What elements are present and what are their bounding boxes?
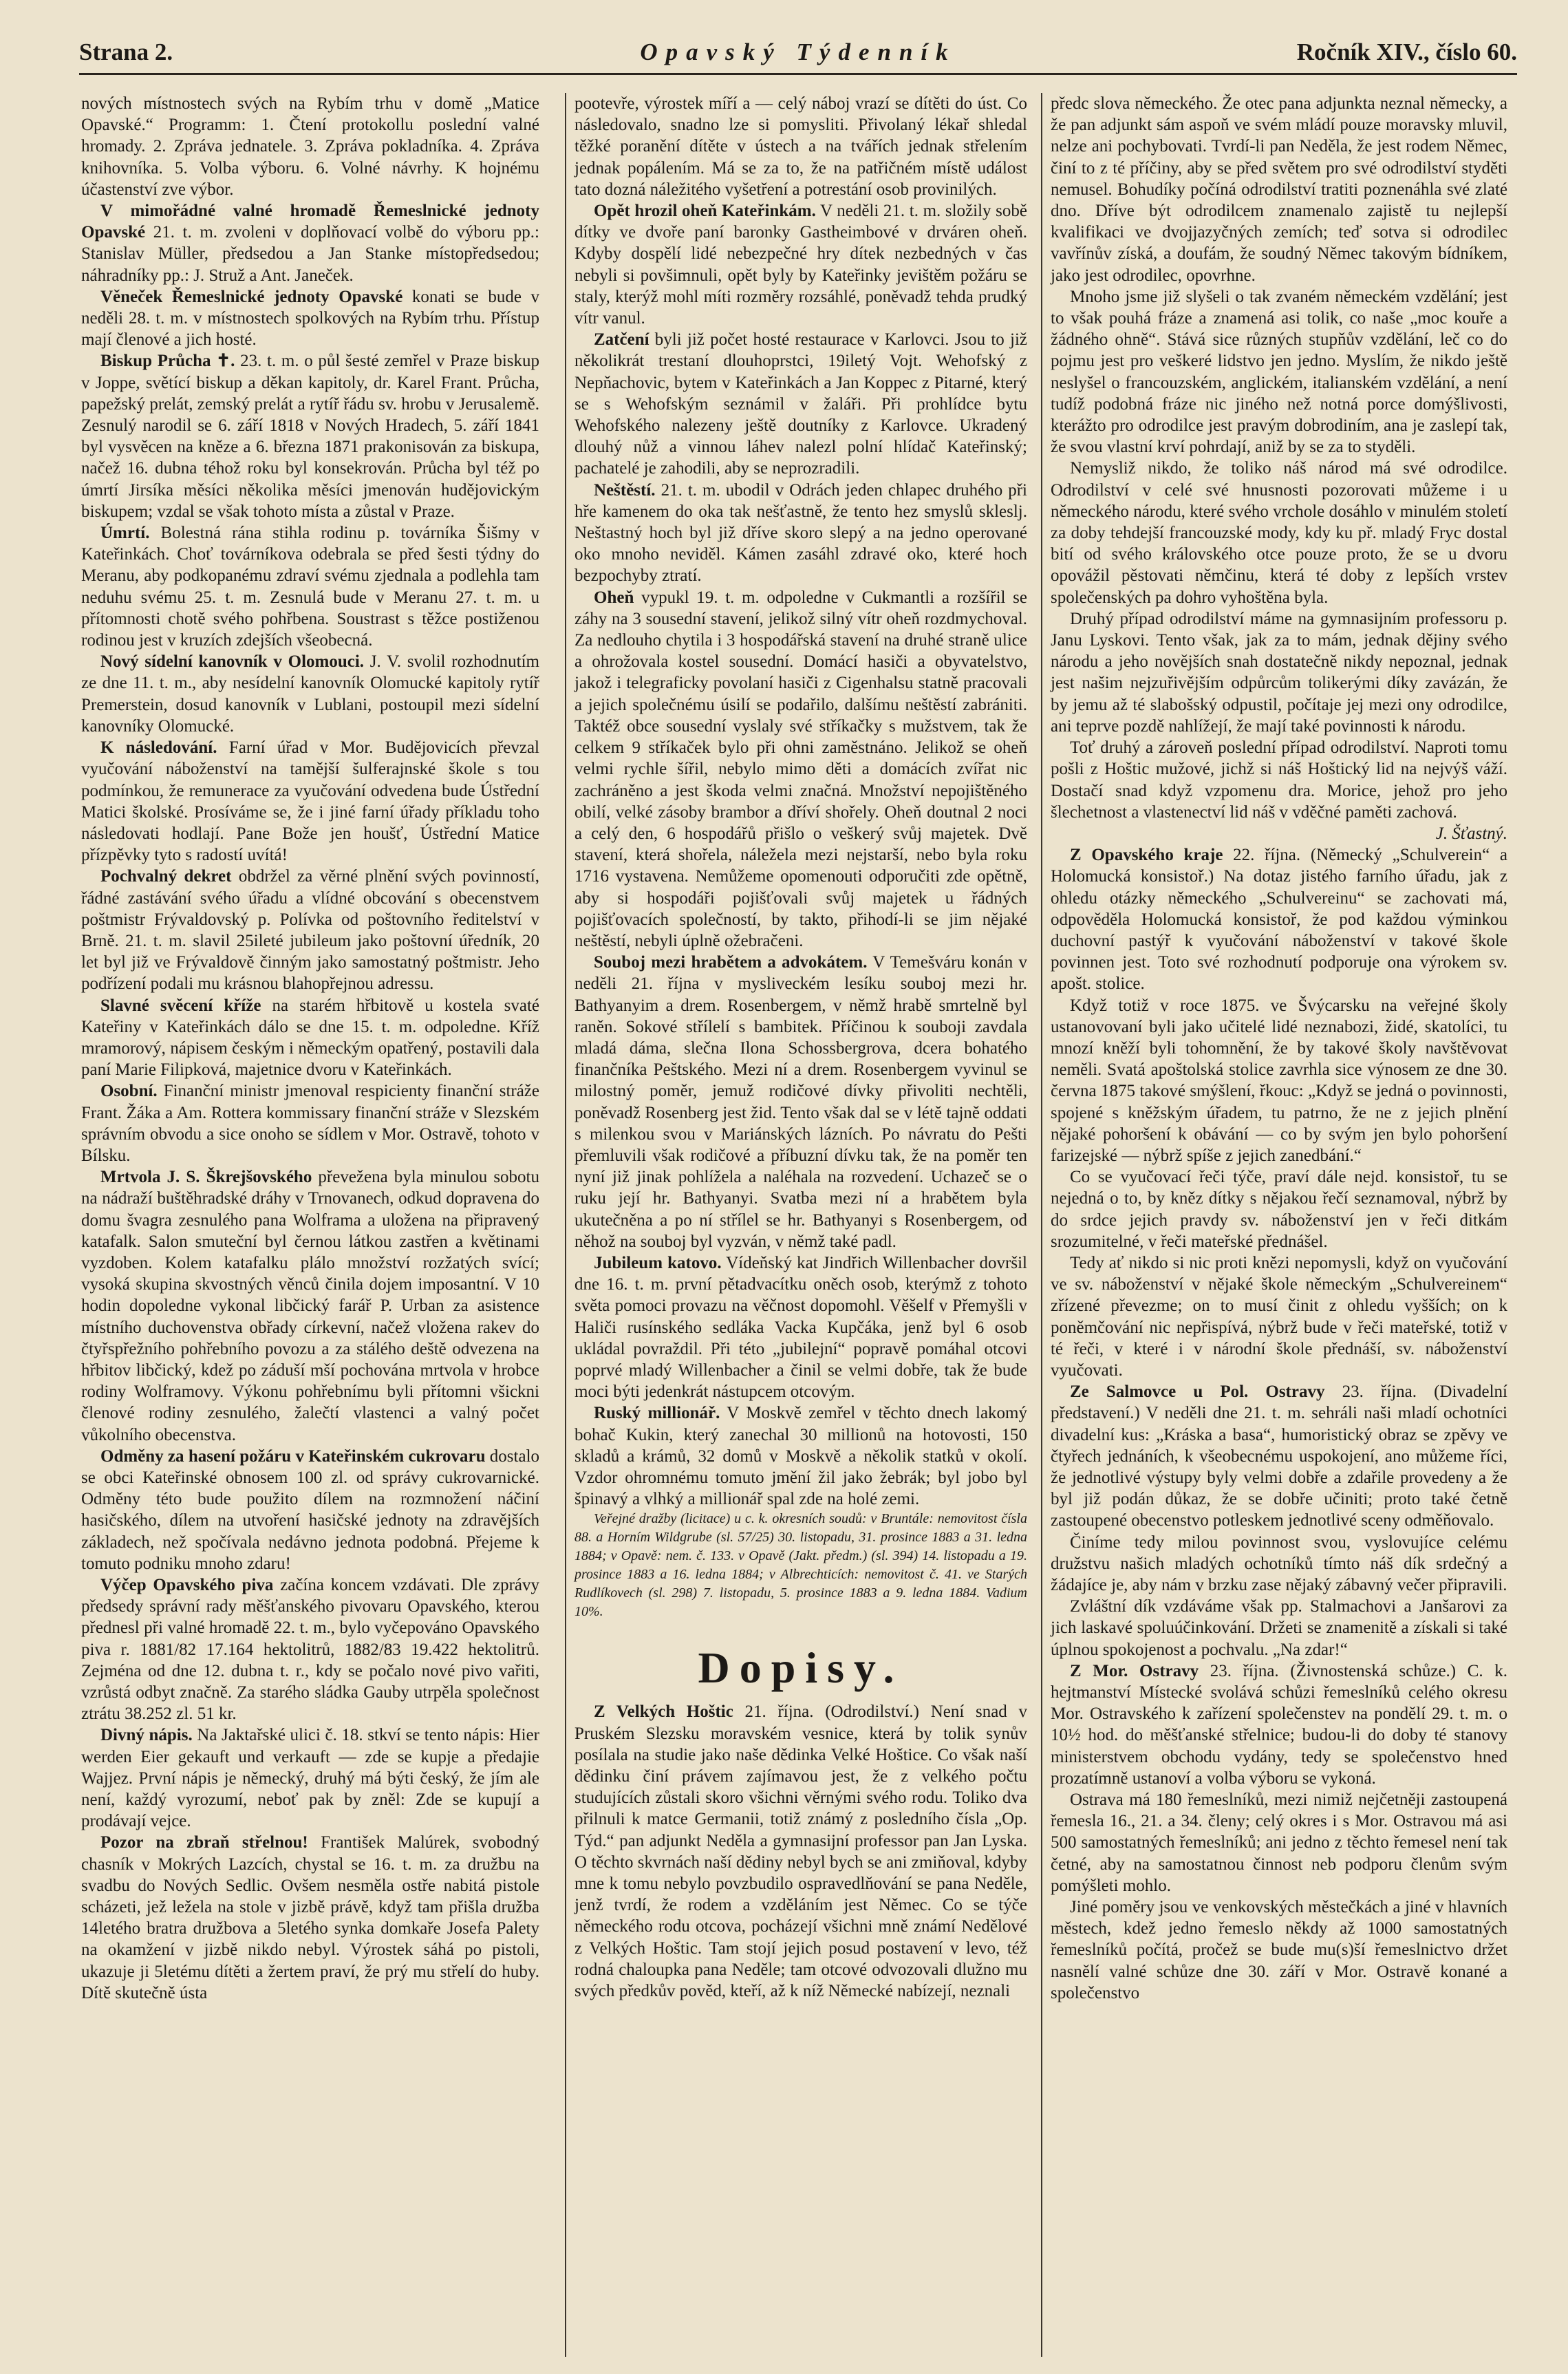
article-paragraph: Nemysliž nikdo, že toliko náš národ má své odrodilce. Odrodilství v celé své hnusnosti pozorovati můžeme i u německého národu, které svého vrchole dosáhlo v minulém století za doby tehdejší francouzské mody, kdy ku př. mladý Fryc dostal bití od svého královského otce pouze proto, že se u dvoru opovážil pěstovati němčinu, která té doby z lepších vrstev společenských pa dohro vyhoštěna byla. — [1051, 459, 1507, 607]
article-paragraph — [574, 587, 1027, 952]
article-paragraph — [81, 350, 539, 522]
article-headline: Neštěstí. — [594, 480, 656, 500]
article-paragraph: pootevře, výrostek míří a — celý náboj vrazí se dítěti do úst. Co následovalo, snadno lze si pomysliti. Přivolaný lékař shledal těžké poranění dítěte v ústech a na tvářích jednak střelením jednak popálením. Má se za to, že na patřičném místě událost tato dozná náležitého vyšetření a potrestání osob provinilých. — [574, 94, 1027, 199]
article-paragraph: Druhý případ odrodilství máme na gymnasijním professoru p. Janu Lyskovi. Tento však, jak za to mám, jednak dějiny svého národu a jeho novějších snah dostatečně nikdy nepoznal, jednak jest našim nejzuřivějším odpůrcům tolikerými díky zavázán, že by jemu až té slabošský odpustil, počítaje jej mezi ony odrodilce, ani teprve pozdě nahlížejí, že mají také povinnosti k národu. — [1051, 609, 1507, 736]
article-paragraph — [81, 1574, 539, 1724]
article-text: V Temešváru konán v neděli 21. října v mysliveckém lesíku souboj mezi hr. Bathyanyim a drem. Rosenbergem, v němž hrabě smrtelně byl raněn. Sokové střílelí s bambitek. Příčinou k souboji zavdala mladá dáma, slečna Ilona Schossbergrova, dcera bohatého finančníka Peštského. Mezi ní a drem. Rosenbergem vyvinul se milostný poměr, jemuž rodičové dívky přivoliti nechtěli, poněvadž Rosenberg jest žid. Tento však dal se v létě tajně oddati s milenkou svou v Mariánských lázních. Po návratu do Pešti přemluvili však rodičové a příbuzní dívku tak, že na poměr ten nyní již jinak pohlížela a naléhala na rozvedení. Uchazeč se o ruku její hr. Bathyanyi. Svatba mezi ní a hrabětem byla ukutečněna a po ní střílel se hr. Bathyanyi s Rosenbergem, od něhož na souboj byl vyzván, v němž také padl. — [574, 953, 1027, 1251]
article-paragraph: Tedy ať nikdo si nic proti knězi nepomysli, když on vyučování ve sv. náboženství v nějaké škole německým „Schulvereinem“ zřízené převezme; on to musí činit z ohledu vyšších; on k poněmčování nic nepřispívá, nýbrž bude v řeči mateřské, totiž v té řeči, v které i v národní škole přednáší, sv. náboženství vyučovati. — [1051, 1253, 1507, 1380]
article-headline: Z Mor. Ostravy — [1070, 1661, 1199, 1680]
article-paragraph: Co se vyučovací řeči týče, praví dále nejd. konsistoř, tu se nejedná o to, by kněz dítky s nějakou řečí seznamoval, nýbrž by do srdce jejich pravdy sv. náboženství jen v řeči ditkám srozumitelné, v řeči mateřské přednášel. — [1051, 1168, 1507, 1251]
article-text: na starém hřbitově u kostela svaté Kateřiny v Kateřinkách dálo se dne 15. t. m. odpoledne. Kříž mramorový, nápisem českým i německým opatřený, postavili dala paní Marie Filipková, majetnice dvoru v Kateřinkách. — [81, 996, 539, 1080]
article-headline: Souboj mezi hrabětem a advokátem. — [594, 953, 868, 972]
article-paragraph — [81, 1446, 539, 1574]
article-text: převežena byla minulou sobotu na nádraží buštěhradské dráhy v Trnovanech, odkud dopravena do domu švagra zesnulého pana Wolframa a uložena na připravený katafalk. Salon smuteční byl černou látkou zastřen a květinami vyzdoben. Kolem katafalku plálo množství rozžatých svící; vysoká skupina skvostných věnců činila dojem imposantní. V 10 hodin dopoledne vykonal libčický farář P. Urban za asistence místního duchovenstva obřady církevní, načež vložena rakev do čtyřspřežního pohřebního povozu a za stálého deště odvezena na hřbitov libčický, kdež po záduší mší pochována mrtvola v hrobce rodiny Wolframovy. Výkonu pohřebnímu byli přítomni všickni členové rodiny zesnulého, žalečtí vlastenci a valný počet vůkolního obecenstva. — [81, 1168, 539, 1444]
article-paragraph: Když totiž v roce 1875. ve Švýcarsku na veřejné školy ustanovovaní byli jako učitelé lidé neznabozi, židé, skatolíci, tu mnozí kněží byli tohomnění, že by takové školy navštěvovat neměli. Svatá apoštolská stolice zavrhla sice výnosem ze dne 30. června 1875 takové smýšlení, řkouc: „Když se jedná o povinnosti, spojené s kněžským úřadem, tu patrno, že ne z jejich plnění nějaké pohoršení k obávání — co by svým jen bylo pohoršení farizejské — nýbrž spíše z jejich zanedbání.“ — [1051, 996, 1507, 1165]
article-paragraph — [81, 1080, 539, 1166]
article-paragraph: Činíme tedy milou povinnost svou, vyslovujíce celému družstvu našich mladých ochotníků tímto náš dík srdečný a žádajíce je, aby nám v brzku zase nějaký zábavný večer připravili. — [1051, 1532, 1507, 1595]
article-headline: Nový sídelní kanovník v Olomouci. — [100, 652, 365, 672]
article-paragraph — [81, 1166, 539, 1446]
article-headline: Divný nápis. — [100, 1726, 193, 1745]
masthead — [79, 33, 1517, 75]
article-paragraph: Ostrava má 180 řemeslníků, mezi nimiž nejčetněji zastoupená řemesla 16., 21. a 34. členy; celý okres i s Mor. Ostravou má asi 500 samostatných řemeslníků; ani jedno z těchto řemesel není tak četné, aby na samostatnou činnost neb podporu členům svým pomýšleti mohlo. — [1051, 1790, 1507, 1895]
article-paragraph — [574, 200, 1027, 329]
article-paragraph — [81, 1832, 539, 2004]
article-headline: Věneček Řemeslnické jednoty Opavské — [100, 287, 403, 306]
article-paragraph — [81, 200, 539, 286]
article-paragraph: Toť druhý a zároveň poslední případ odrodilství. Naproti tomu pošli z Hoštic mužové, jichž si náš Hoštický lid na nejvýš váží. Dostačí snad když vzpomenu dra. Morice, jehož pro jeho šlechetnost a vlastenectví lid náš v vděčné paměti zachová. — [1051, 738, 1507, 822]
article-paragraph — [1051, 844, 1507, 994]
article-headline: Opět hrozil oheň Kateřinkám. — [594, 202, 816, 221]
issue-label: Ročník XIV., číslo 60. — [1296, 39, 1517, 65]
article-headline: Pozor na zbraň střelnou! — [100, 1833, 308, 1852]
article-paragraph — [1051, 1381, 1507, 1531]
article-paragraph — [81, 651, 539, 737]
column-3 — [1041, 93, 1507, 2357]
article-text: dostalo se obci Kateřinské obnosem 100 zl. od správy cukrovarnické. Odměny této bude použito dílem na rozmnožení náčiní hasičského, dílem na utvoření hasičské jednoty na zdravějších základech, než spočívala nedávno jednota podobná. Přejeme k tomuto podniku mnoho zdaru! — [81, 1446, 539, 1573]
article-paragraph: nových místnostech svých na Rybím trhu v domě „Matice Opavské.“ Programm: 1. Čtení protokollu poslední valné hromady. 2. Zpráva jednatele. 3. Zpráva pokladníka. 4. Zpráva knihovníka. 5. Volba výboru. 6. Volné návrhy. K hojnému účastenství zve výbor. — [81, 94, 539, 199]
section-heading-dopisy: Dopisy. — [698, 1643, 904, 1693]
author-signature: J. Šťastný. — [1435, 824, 1507, 843]
article-headline: Výčep Opavského piva — [100, 1576, 274, 1595]
article-text: Bolestná rána stihla rodinu p. továrníka Šišmy v Kateřinkách. Choť továrníkova odebrala se před šesti týdny do Meranu, aby podkopanému zdraví svému zjednala a podlehla tam neduhu svému 25. t. m. Zesnulá bude v Meranu 27. t. m. u přítomnosti chotě svého pohřbena. Soustrast s těžce postiženou rodinou jest v kruzích zdejších všeobecná. — [81, 524, 539, 650]
article-headline: Ruský millionář. — [594, 1404, 720, 1423]
article-paragraph — [81, 737, 539, 866]
article-paragraph: Mnoho jsme již slyšeli o tak zvaném německém vzdělání; jest to však pouhá fráze a znamená asi tolik, co naše „moc kouře a žádného ohně“. Stává sice různých stupňův vzdělání, leč co do pojmu jest pro veškeré lidstvo jen jedno. Myslím, že nikdo ještě neslyšel o francouzském, anglickém, italianském vzdělání, a není tudíž podobná fráze nic jiného než notná porce domýšlivosti, kterážto pro odrodilce jest pravým dobrodiním, ana je zaslepí tak, že svou vlastní krví pohrdají, aniž by se za to styděli. — [1051, 287, 1507, 457]
article-headline: K následování. — [100, 738, 217, 758]
newspaper-title: Opavský Týdenník — [640, 39, 956, 65]
article-headline: Zatčení — [594, 330, 649, 350]
column-1 — [81, 93, 539, 2357]
article-paragraph — [574, 1701, 1027, 2002]
article-text: Finanční ministr jmenoval respicienty finanční stráže Frant. Žáka a Am. Rottera kommissary finanční stráže v Slezském správním obvodu a sice onoho se sídlem v Mor. Ostravě, tohoto v Bílsku. — [81, 1082, 539, 1165]
article-text: 21. října. (Odrodilství.) Není snad v Pruském Slezsku moravském vesnice, která by tolik synův posílala na studie jako naše dědinka Velké Hoštice. Co však naší dědinku činí právem zajímavou jest, že z velkého počtu studujících zůstali skoro všichni věrnými svého rodu. Toliko dva přilnuli k matce Germanii, totiž známý z posledního čísla „Op. Týd.“ pan adjunkt Neděla a gymnasijní professor pan Jan Lyska. O těchto skvrnách naší dědiny nebyl bych se ani zmiňoval, kdyby mne k tomu nebylo povzbudilo ospravedlňování se pana Neděle, jenž tvrdí, že rodem a vzděláním jest Němec. Co se týče německého rodu otcova, pocházejí všichni mně známí Nedělové z Velkých Hoštic. Tam stojí jejich posud postavení v levo, též rodná chaloupka pana Neděle; tam otcové odvozovali dlužno mu svých předkův pověd, kteří, až k níž Německé nabízejí, neznali — [574, 1702, 1027, 2001]
article-text: J. V. svolil rozhodnutím ze dne 11. t. m., aby nesídelní kanovník Olomucké kapitoly rytíř Premerstein, dosud kanovník v Lublani, postoupil mezi sídelní kanovníky Olomucké. — [81, 652, 539, 736]
article-headline: V mimořádné valné hromadě Řemeslnické jednoty Opavské — [81, 202, 539, 242]
article-headline: Oheň — [594, 588, 634, 607]
article-headline: Biskup Průcha ✝. — [100, 352, 235, 371]
column-2 — [565, 93, 1027, 2357]
article-headline: Jubileum katovo. — [594, 1253, 722, 1272]
article-paragraph: Jiné poměry jsou ve venkovských městečkách a jiné v hlavních městech, kdež jedno řemeslo někdy až 1000 samostatných řemeslníků počítá, pročež se bude mu(s)ší řemeslnictvo držet nasnělí valné schůze dne 30. září v Mor. Ostravě konané a společenstvo — [1051, 1898, 1507, 2002]
article-headline: Mrtvola J. S. Škrejšovského — [100, 1168, 312, 1187]
article-paragraph — [81, 995, 539, 1081]
article-text: Farní úřad v Mor. Budějovicích převzal vyučování náboženství na tamější šulferajnské škole s tou podmínkou, že remunerace za vyučování odvedena bude Ústřední Matici školské. Prosíváme se, že i jiné farní úřady příkladu toho následovati hodlají. Pane Bože jen houšť, Ústřední Matice přízpěvky tyto s radostí uvítá! — [81, 738, 539, 865]
article-text: začína koncem vzdávati. Dle zprávy předsedy správní rady měšťanského pivovaru Opavského, kterou přednesl při valné hromadě 22. t. m., bylo vyčepováno Opavského piva r. 1881/82 17.164 hektolitrů, 1882/83 19.422 hektolitrů. Zejména od dne 12. dubna t. r., kdy se počalo nové pivo vařiti, vzrůstá odbyt značně. Za starého sládka Gauby utrpěla společnost ztrátu 38.252 zl. 51 kr. — [81, 1576, 539, 1724]
article-paragraph — [1051, 1660, 1507, 1789]
article-text: 23. t. m. o půl šesté zemřel v Praze biskup v Joppe, světící biskup a děkan kapitoly, dr. Karel Frant. Průcha, papežský prelát, zemský prelát a rytíř řádu sv. hrobu v Jerusalemě. Zesnulý narodil se 6. září 1818 v Nových Hradech, 5. září 1841 byl vysvěcen na kněze a 6. března 1871 prakonisován za biskupa, načež 16. dubna téhož roku byl konsekrován. Průcha byl též po úmrtí Jirsíka měsíci několika měsíci jmenován hudějovickým biskupem; vzdal se však tohoto místa a zůstal v Praze. — [81, 352, 539, 521]
article-text: konati se bude v neděli 28. t. m. v místnostech spolkových na Rybím trhu. Přístup mají členové a jich hosté. — [81, 287, 539, 350]
article-headline: Slavné svěcení kříže — [100, 996, 261, 1015]
article-text: 23. října. (Živnostenská schůze.) C. k. hejtmanství Místecké svolává schůzi řemeslníků celého okresu Mor. Ostravského k zařízení společenstev na pondělí 29. t. m. o 10½ hod. do měšťanské střelnice; budou-li do doby té stanovy ministerstvem obchodu vydány, tedy se společenstvo hned prozatímně ustanoví a volba výboru se vykoná. — [1051, 1661, 1507, 1788]
article-paragraph: Zvláštní dík vzdáváme však pp. Stalmachovi a Janšarovi za jich laskavé spoluúčinkování. Držeti se znamenitě a získali si také úplnou spokojenost a pochvalu. „Na zdar!“ — [1051, 1597, 1507, 1659]
article-text: 21. t. m. zvoleni v doplňovací volbě do výboru pp.: Stanislav Müller, předsedou a Jan Stanke místopředsedou; náhradníky pp.: J. Struž a Ant. Janeček. — [81, 223, 539, 285]
article-text: 21. t. m. ubodil v Odrách jeden chlapec druhého při hře kamenem do oka tak nešťastně, že tento hez smyslů skleslj. Neštastný hoch byl již dříve skoro slepý a na jedno operované oko mnoho neviděl. Kámen zasáhl zdravé oko, které hoch bezpochyby ztratí. — [574, 480, 1027, 586]
article-text: 22. října. (Německý „Schulverein“ a Holomucká konsistoř.) Na dotaz jistého farního úřadu, jak z ohledu otázky německého „Schulvereinu“ se zachovati má, odpověděla Holomucká konsistoř, že pod každou výminkou duchovní pastýř k vyučování náboženství v takové škole povinnen jest. Toto své rozhodnutí podporuje ona výrokem sv. apošt. stolice. — [1051, 846, 1507, 994]
article-headline: Z Opavského kraje — [1070, 846, 1223, 865]
article-paragraph — [574, 1252, 1027, 1402]
article-text: 23. října. (Divadelní představení.) V neděli dne 21. t. m. sehráli naši mladí ochotníci divadelní kus: „Kráska a basa“, humoristický obraz se zpěvy ve čtyřech jednáních, k všeobecnému uspokojení, ano můžeme říci, že jednotlivé výstupy byly velmi dobře a zdařile provedeny a že byl již podán důkaz, že se dobře učiniti; proto také četně zastoupené obecenstvo potleskem jednotlivé sceny odměňovalo. — [1051, 1382, 1507, 1530]
page-label: Strana 2. — [79, 39, 173, 65]
article-paragraph — [574, 329, 1027, 479]
article-text: V neděli 21. t. m. složily sobě dítky ve dvoře paní baronky Gastheimbové v drváren oheň. Kdyby dospělí lidé nebezpečné hry dítek nezbedných v čas nebyli si povšimnuli, opět byly by Kateřinky jevištěm požáru se staly, kterýž mohl míti rozměry rozsáhlé, poněvadž tehda prudký vítr vanul. — [574, 202, 1027, 328]
article-headline: Pochvalný dekret — [100, 867, 232, 886]
article-headline: Z Velkých Hoštic — [594, 1702, 733, 1722]
article-headline: Odměny za hasení požáru v Kateřinském cukrovaru — [100, 1446, 486, 1466]
article-paragraph: předc slova německého. Že otec pana adjunkta neznal německy, a že pan adjunkt sám aspoň ve svém mládí pouze moravsky mluvil, nelze ani pochybovati. Tvrdí-li pan Neděla, že jest rodem Němec, činí to z té příčiny, aby se před světem pro své odrodilství styděti nemusel. Bohudíky počíná odrodilství tratiti poznenáhla své zlaté dno. Dříve být odrodilcem znamenalo zajistě tu nejlepší kvalifikaci ve dvojjazyčných zemích; teď sotva si odrodilec vavřínův získá, a doufám, že soudný Němec takovým bídníkem, jako jest odrodilec, opovrhne. — [1051, 94, 1507, 285]
article-paragraph — [81, 522, 539, 651]
article-headline: Ze Salmovce u Pol. Ostravy — [1070, 1382, 1325, 1402]
article-text: vypukl 19. t. m. odpoledne v Cukmantli a rozšířil se záhy na 3 sousední stavení, jelikož silný vítr oheň rozdmychoval. Za nedlouho chytila i 3 hospodářská stavení na druhé straně ulice a ohrožovala kostel sousední. Domácí hasiči a obyvatelstvo, jakož i telegraficky povolaní hasiči z Cigenhalsu statně pracovali a jejich společnému úsilí se podařilo, dalšímu neštěstí zabrániti. Taktéž obce sousední vyslaly své stříkačky s mužstvem, tak že celkem 9 stříkaček bylo při ohni zaměstnáno. Jelikož se oheň velmi rychle šířil, nebylo mimo děti a domácích zvířat nic zachráněno a jest škoda velmi značná. Množství nepojištěného obilí, velké zásoby brambor a dříví shořely. Oheň doutnal 2 noci a celý den, 6 hospodářů přišlo o veškerý svůj majetek. Dvě stavení, která shořela, náležela mezi nejstarší, nebo byla roku 1716 vystavena. Nemůžeme opomenouti odporučiti zde opětně, aby si hospodáři pojišťovali svůj majetek u řádných pojišťovacích společností, by takto, přihodí-li se jim nějaké neštěstí, nebyli úplně ožebračeni. — [574, 588, 1027, 950]
article-paragraph — [81, 1724, 539, 1832]
article-text: Vídeňský kat Jindřich Willenbacher dovršil dne 16. t. m. první pětadvacítku oněch osob, kterýmž z tohoto světa pomoci provazu na věčnost dopomohl. Věšelf v Přemyšli v Haliči rusínského sedláka Vacka Kupčáka, jenž byl 6 osob ukládal povraždil. Při této „jubilejní“ popravě pomáhal otcovi poprvé mladý Willenbacher a činil se velmi dobře, tak že bude moci býti jedenkrát nástupcem otcovým. — [574, 1253, 1027, 1402]
article-text: František Malúrek, svobodný chasník v Mokrých Lazcích, chystal se 16. t. m. za družbu na svadbu do Nových Sedlic. Ovšem nesměla ostře nabitá pistole scházeti, jež ležela na stole v jizbě právě, když tam přišla družba 14letého bratra družbova a 5letého synka domkaře Josefa Palety na okamžení v jizbě nikdo nebyl. Výrostek sáhá po pistoli, ukazuje ji 5letému dítěti a žertem praví, že prý mu střelí do huby. Dítě skutečně ústa — [81, 1833, 539, 2002]
article-paragraph — [81, 286, 539, 351]
article-headline: Osobní. — [100, 1082, 158, 1101]
article-text: obdržel za věrné plnění svých povinností, řádné zastávání svého úřadu a vlídné obcování s obecenstvem poštmistr Frývaldovský p. Polívka od poštovního ředitelství v Brně. 21. t. m. slavil 25ileté jubileum jako poštovní úředník, 20 let byl již ve Frývaldově činným jako samostatný poštmistr. Jeho podřízení podali mu krásnou blahopřejnou adressu. — [81, 867, 539, 994]
article-paragraph — [574, 1402, 1027, 1510]
article-paragraph — [574, 952, 1027, 1252]
article-text: V Moskvě zemřel v těchto dnech lakomý bohač Kukin, který zanechal 30 millionů na hotovosti, 150 skladů a krámů, 32 domů v Moskvě a několik statků v okolí. Vzdor ohromnému tomuto jmění žil jako žebrák; byl jobo byl špinavý a vlhký a millionář spal zde na holé zemi. — [574, 1404, 1027, 1509]
article-text: Na Jaktařské ulici č. 18. stkví se tento nápis: Hier werden Eier gekauft und verkauft — zde se kupje a předajie Wajjez. První nápis je německý, druhý má býti český, že jím ale není, každý vyrozumí, neboť pak by zněl: Zde se kupují a prodávají vejce. — [81, 1726, 539, 1831]
article-headline: Úmrtí. — [100, 524, 150, 543]
auction-notice: Veřejné dražby (licitace) u c. k. okresních soudů: v Bruntále: nemovitost čísla 88. a Horním Wildgrube (sl. 57/25) 30. listopadu, 31. prosince 1883 a 31. ledna 1884; v Opavě: nem. č. 133. v Opavě (Jakt. předm.) (sl. 394) 14. listopadu a 19. prosince 1883 a 16. ledna 1884; v Albrechticích: nemovitost č. 41. ve Starých Rudlíkovech (sl. 298) 7. listopadu, 5. prosince 1883 a 9. ledna 1884. Vadium 10%. — [574, 1511, 1027, 1620]
article-text: byli již počet hosté restaurace v Karlovci. Jsou to již několikrát trestaní dlouhoprstci, 19iletý Vojt. Wehofský z Nepňachovic, bytem v Kateřinkách a Jan Koppec z Pitarné, který se s Wehofským seznámil v žaláři. Při prohlídce bytu Wehofského nalezeny ještě doutníky z Karlovce. Ukradený dlouhý nůž a vinnou láhev nalezl polní hlídač Kateřinský; pachatelé je zahodili, aby se neprozradili. — [574, 330, 1027, 478]
article-paragraph — [574, 480, 1027, 587]
article-paragraph — [81, 866, 539, 994]
